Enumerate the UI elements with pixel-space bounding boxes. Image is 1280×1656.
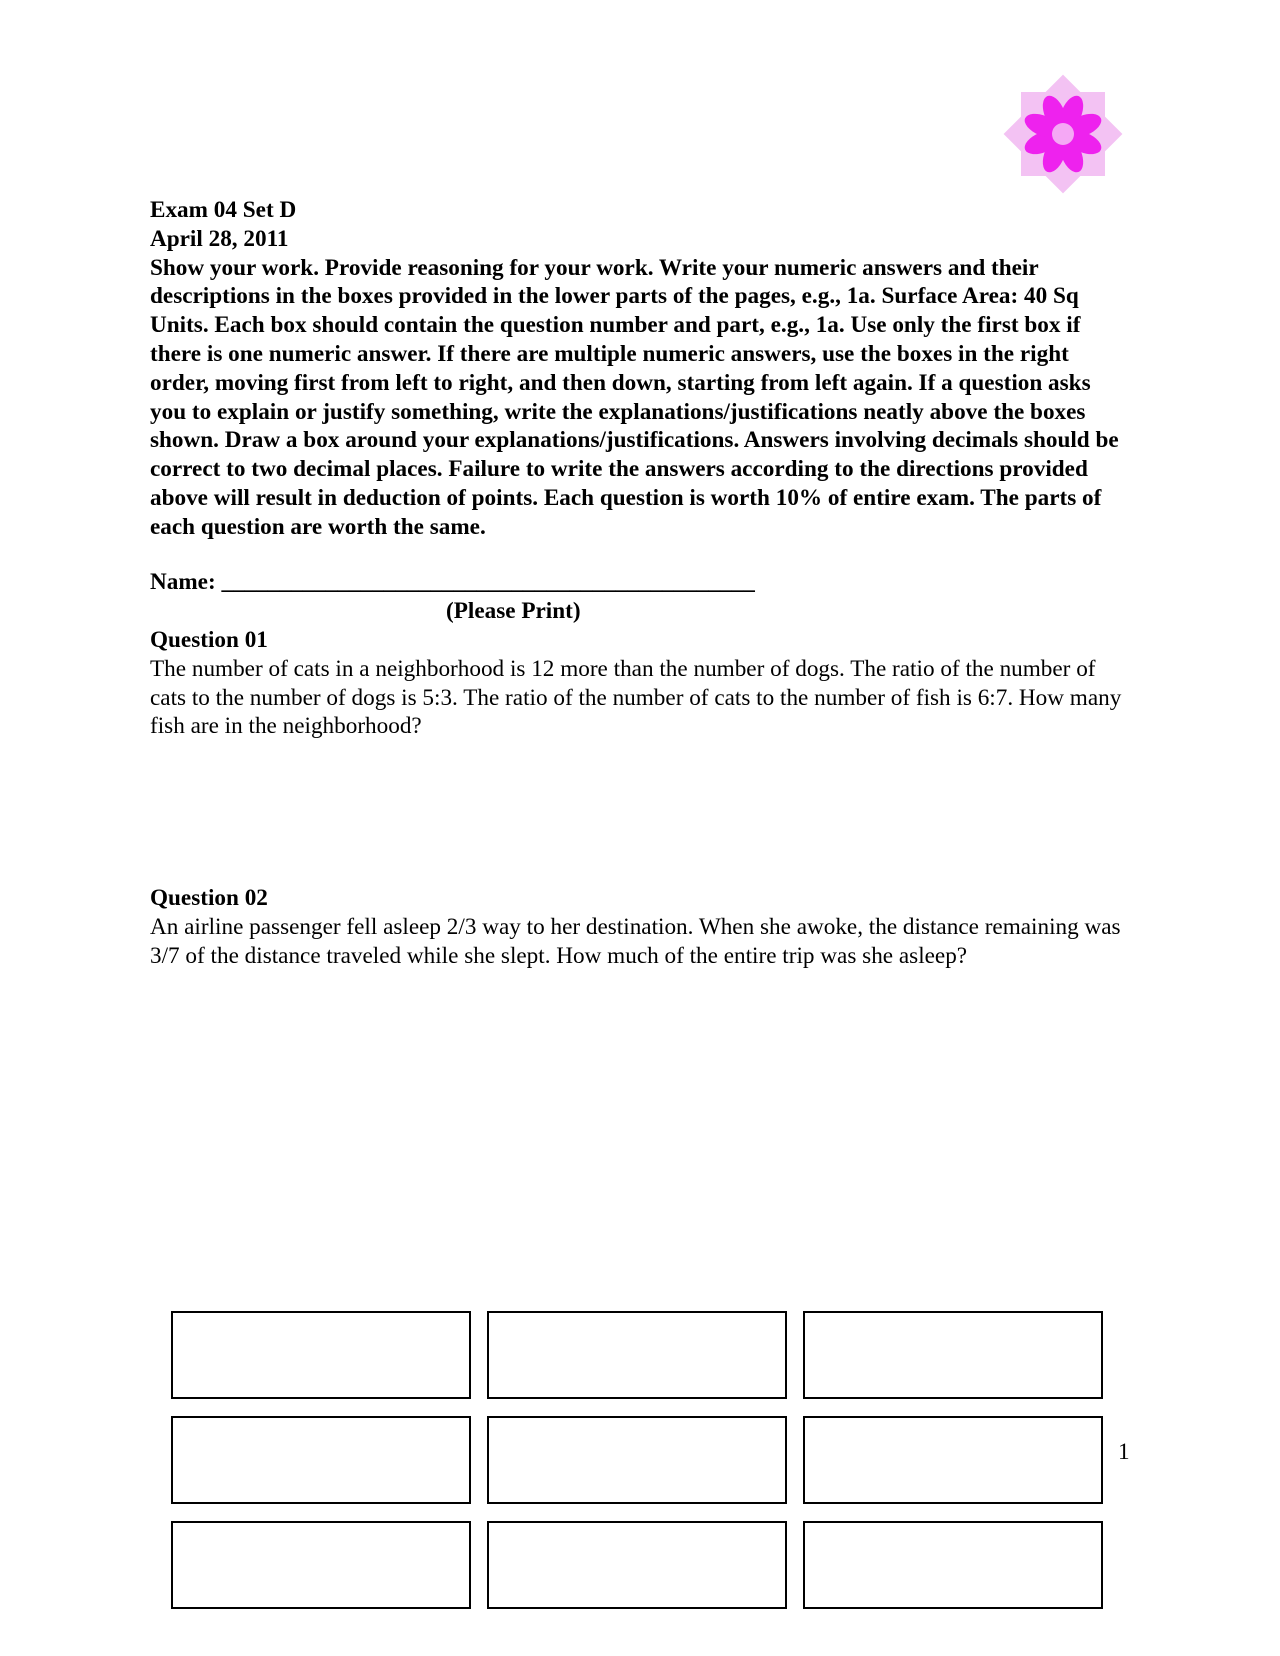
page-number: 1 [1118,1439,1130,1465]
question-title: Question 02 [150,885,268,911]
flower-logo-icon [1003,74,1123,194]
question-text: The number of cats in a neighborhood is 12 more than the number of dogs. The ratio of the number of cats to the number of dogs is 5:3. The ratio of the number of cats to the number of fish is 6:7. How many fish are in the neighborhood? [150,655,1122,740]
exam-date: April 28, 2011 [150,225,289,252]
question-02 [150,884,1135,970]
answer-box-9[interactable] [803,1521,1103,1609]
answer-box-8[interactable] [487,1521,787,1609]
please-print-hint: (Please Print) [446,598,581,624]
answer-box-1[interactable] [171,1311,471,1399]
answer-box-7[interactable] [171,1521,471,1609]
question-title: Question 01 [150,627,268,653]
answer-box-4[interactable] [171,1416,471,1504]
name-label: Name: [150,569,216,595]
question-text: An airline passenger fell asleep 2/3 way to her destination. When she awoke, the distance remaining was 3/7 of the distance traveled while she slept. How much of the entire trip was she asleep? [150,913,1121,969]
answer-box-grid [171,1311,1107,1620]
logo-center [1052,123,1074,145]
exam-instructions: Show your work. Provide reasoning for your work. Write your numeric answers and their descriptions in the boxes provided in the lower parts of the pages, e.g., 1a. Surface Area: 40 Sq Units. Each box should contain the question number and part, e.g., 1a. Use only the first box if there is one numeric answer. If there are multiple numeric answers, use the boxes in the right order, moving first from left to right, and then down, starting from left again. If a question asks you to explain or justify something, write the explanations/justifications neatly above the boxes shown. Draw a box around your explanations/justifications. Answers involving decimals should be correct to two decimal places. Failure to write the answers according to the directions provided above will result in deduction of points. Each question is worth 10% of entire exam. The parts of each question are worth the same. [150,254,1119,540]
exam-title: Exam 04 Set D [150,197,297,223]
name-field [150,568,755,596]
exam-header [150,196,1130,542]
name-blank[interactable]: ______________________________________________ [221,569,755,595]
answer-box-3[interactable] [803,1311,1103,1399]
answer-box-6[interactable] [803,1416,1103,1504]
answer-box-2[interactable] [487,1311,787,1399]
answer-box-5[interactable] [487,1416,787,1504]
question-01 [150,626,1135,741]
